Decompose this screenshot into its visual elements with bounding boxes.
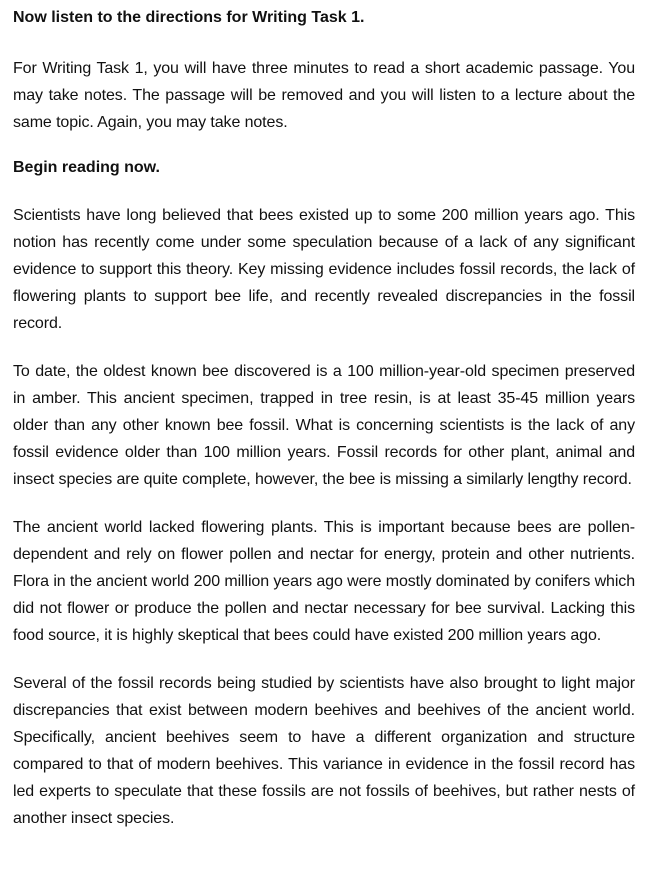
directions-text: For Writing Task 1, you will have three minutes to read a short academic passage. You may take notes. The passage will be removed and you will listen to a lecture about the same topic. Again, you may take notes. — [13, 60, 635, 131]
passage-paragraph-2: To date, the oldest known bee discovered is a 100 million-year-old specimen preserved in amber. This ancient specimen, trapped in tree resin, is at least 35-45 million years older than any other known bee fossil. What is concerning scientists is the lack of any fossil evidence older than 100 million years. Fossil records for other plant, animal and insect species are quite complete, however, the bee is missing a similarly lengthy record. — [13, 363, 635, 488]
passage-paragraph-1: Scientists have long believed that bees existed up to some 200 million years ago. This notion has recently come under some speculation because of a lack of any significant evidence to support this theory. Key missing evidence includes fossil records, the lack of flowering plants to support bee life, and recently revealed discrepancies in the fossil record. — [13, 207, 635, 332]
directions-heading: Now listen to the directions for Writing Task 1. — [13, 9, 365, 26]
passage-paragraph-4: Several of the fossil records being studied by scientists have also brought to light major discrepancies that exist between modern beehives and beehives of the ancient world. Specifically, ancient beehives seem to have a different organization and structure compared to that of modern beehives. This variance in evidence in the fossil record has led experts to speculate that these fossils are not fossils of beehives, but rather nests of another insect species. — [13, 675, 635, 827]
document-page — [13, 7, 635, 832]
passage-paragraph-3: The ancient world lacked flowering plants. This is important because bees are pollen-dependent and rely on flower pollen and nectar for energy, protein and other nutrients. Flora in the ancient world 200 million years ago were mostly dominated by conifers which did not flower or produce the pollen and nectar necessary for bee survival. Lacking this food source, it is highly skeptical that bees could have existed 200 million years ago. — [13, 519, 635, 644]
begin-reading-heading: Begin reading now. — [13, 159, 160, 176]
